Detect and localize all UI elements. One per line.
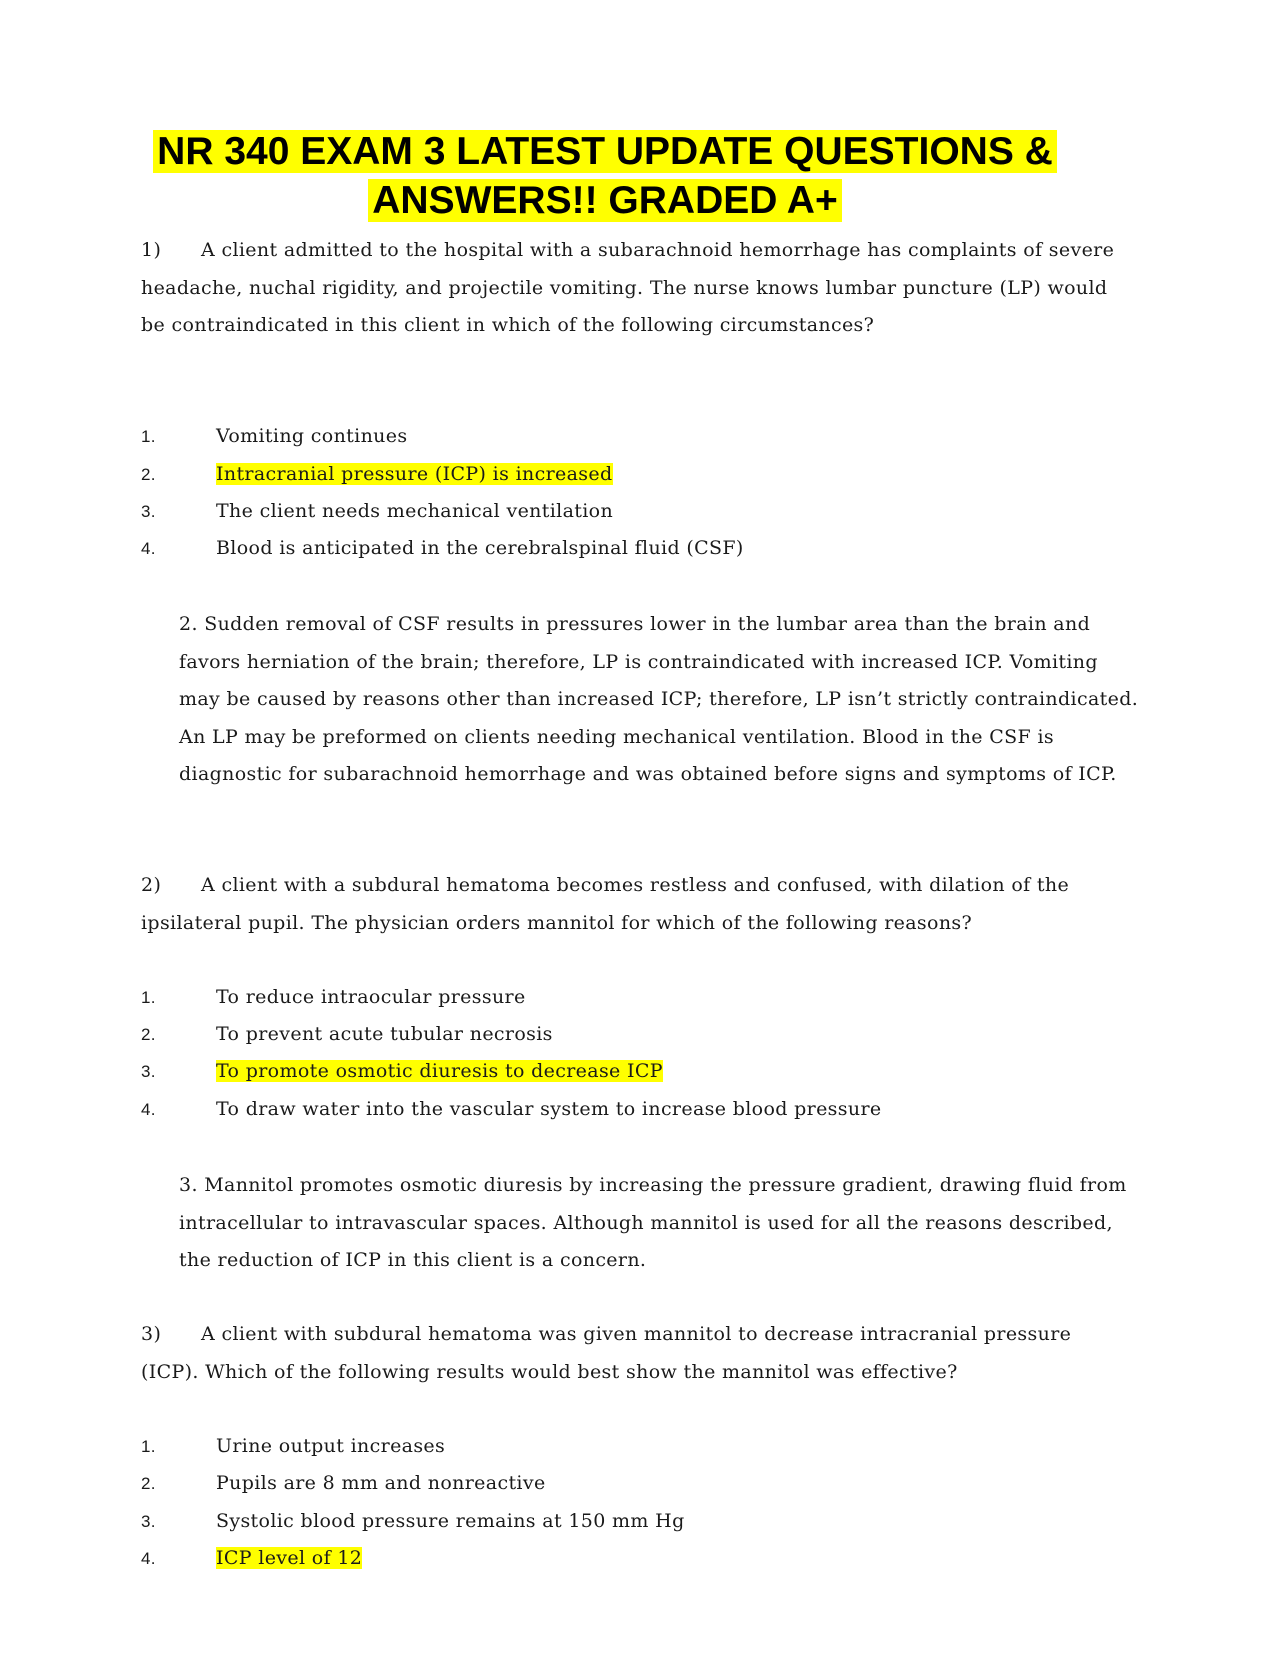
- option-text: Urine output increases: [216, 1435, 446, 1457]
- option-text: To draw water into the vascular system to increase blood pressure: [216, 1098, 882, 1120]
- option-number: 2.: [141, 1474, 156, 1493]
- option-number: 2.: [141, 1025, 156, 1044]
- q2-option-3-correct: [141, 1056, 663, 1087]
- q2-option-2: [141, 1019, 553, 1050]
- option-number: 4.: [141, 539, 156, 558]
- option-text: Pupils are 8 mm and nonreactive: [216, 1472, 546, 1494]
- question-text: A client with a subdural hematoma becomes restless and confused, with dilation of the ipsilateral pupil. The physician orders mannitol for which of the following reasons?: [141, 874, 1070, 934]
- q1-option-2-correct: [141, 459, 613, 490]
- q2-explanation: 3. Mannitol promotes osmotic diuresis by increasing the pressure gradient, drawing fluid from intracellular to intravascular spaces. Although mannitol is used for all the reasons described, the reduction of ICP in this client is a concern.: [179, 1174, 1127, 1271]
- q3-option-3: [141, 1506, 685, 1537]
- option-text-highlighted: Intracranial pressure (ICP) is increased: [216, 463, 613, 485]
- question-number: 1): [141, 239, 162, 261]
- option-text: Blood is anticipated in the cerebralspinal fluid (CSF): [216, 537, 744, 559]
- question-number: 3): [141, 1323, 162, 1345]
- option-number: 2.: [141, 465, 156, 484]
- option-number: 1.: [141, 1437, 156, 1456]
- q1-option-1: [141, 421, 407, 452]
- option-number: 4.: [141, 1549, 156, 1568]
- option-text-highlighted: To promote osmotic diuresis to decrease ICP: [216, 1060, 663, 1082]
- option-text: Systolic blood pressure remains at 150 mm Hg: [216, 1510, 685, 1532]
- option-text: The client needs mechanical ventilation: [216, 500, 614, 522]
- option-number: 3.: [141, 502, 156, 521]
- question-1: [141, 232, 1131, 345]
- q3-option-4-correct: [141, 1543, 362, 1574]
- option-number: 1.: [141, 427, 156, 446]
- q1-option-3: [141, 496, 613, 527]
- title-text-2: ANSWERS!! GRADED A+: [368, 179, 842, 222]
- option-text-highlighted: ICP level of 12: [216, 1547, 363, 1569]
- option-number: 3.: [141, 1062, 156, 1081]
- q2-option-4: [141, 1094, 882, 1125]
- option-text: To reduce intraocular pressure: [216, 986, 526, 1008]
- question-3: [141, 1316, 1131, 1391]
- option-number: 3.: [141, 1512, 156, 1531]
- q1-option-4: [141, 533, 744, 564]
- q3-option-1: [141, 1431, 445, 1462]
- question-number: 2): [141, 874, 162, 896]
- option-number: 1.: [141, 988, 156, 1007]
- option-number: 4.: [141, 1100, 156, 1119]
- document-title-line-1: [80, 127, 1130, 176]
- option-text: Vomiting continues: [216, 425, 408, 447]
- q3-option-2: [141, 1468, 546, 1499]
- question-2: [141, 867, 1131, 942]
- title-text-1: NR 340 EXAM 3 LATEST UPDATE QUESTIONS &: [153, 130, 1057, 173]
- document-title-line-2: [80, 176, 1130, 225]
- question-text: A client with subdural hematoma was given mannitol to decrease intracranial pressure (ICP). Which of the following results would best show the mannitol was effective?: [141, 1323, 1072, 1383]
- option-text: To prevent acute tubular necrosis: [216, 1023, 553, 1045]
- q1-explanation: 2. Sudden removal of CSF results in pressures lower in the lumbar area than the brain and favors herniation of the brain; therefore, LP is contraindicated with increased ICP. Vomiting may be caused by reasons other than increased ICP; therefore, LP isn’t strictly contraindicated. An LP may be preformed on clients needing mechanical ventilation. Blood in the CSF is diagnostic for subarachnoid hemorrhage and was obtained before signs and symptoms of ICP.: [179, 613, 1139, 785]
- q2-option-1: [141, 982, 526, 1013]
- question-text: A client admitted to the hospital with a subarachnoid hemorrhage has complaints of severe headache, nuchal rigidity, and projectile vomiting. The nurse knows lumbar puncture (LP) would be contraindicated in this client in which of the following circumstances?: [141, 239, 1115, 336]
